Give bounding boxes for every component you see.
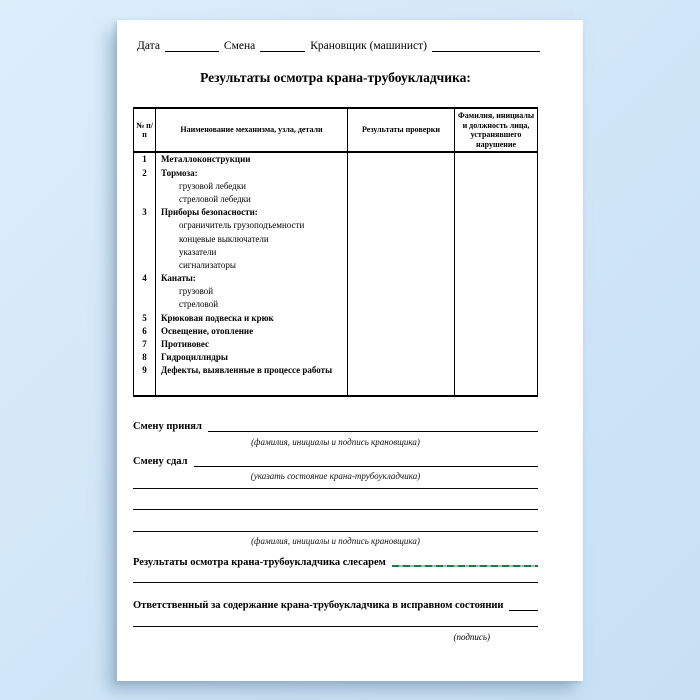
row-fixer-cell — [455, 351, 537, 364]
table-row — [134, 272, 537, 285]
shift-label: Смена — [223, 40, 256, 52]
row-number: 3 — [134, 206, 156, 219]
date-blank-line — [165, 40, 219, 52]
shift-accepted-blank-line — [208, 420, 538, 432]
row-number — [134, 233, 156, 246]
shift-handed-row — [133, 455, 538, 468]
row-item-label: Металлоконструкции — [156, 153, 348, 166]
shift-accepted-label: Смену принял — [133, 421, 202, 432]
responsible-label: Ответственный за содержание крана-трубоукладчика в исправном состоянии — [133, 600, 504, 611]
shift-handed-label: Смену сдал — [133, 456, 188, 467]
document-page — [117, 20, 583, 681]
row-item-label: указатели — [156, 246, 348, 259]
table-row — [134, 285, 537, 298]
responsible-blank-line — [509, 599, 538, 611]
row-item-label: ограничитель грузоподъемности — [156, 219, 348, 232]
row-fixer-cell — [455, 312, 537, 325]
table-row — [134, 193, 537, 206]
table-header-row — [134, 109, 537, 153]
row-number: 8 — [134, 351, 156, 364]
blank-writing-line — [133, 531, 538, 532]
table-row — [134, 364, 537, 377]
row-number: 4 — [134, 272, 156, 285]
row-number: 5 — [134, 312, 156, 325]
date-label: Дата — [137, 40, 160, 52]
row-result-cell — [348, 153, 455, 166]
row-result-cell — [348, 338, 455, 351]
table-row — [134, 259, 537, 272]
table-filler-row — [134, 378, 537, 395]
blank-writing-line — [133, 626, 538, 627]
row-fixer-cell — [455, 298, 537, 311]
col-header-fixer: Фамилия, инициалы и должность лица, устранявшего нарушение — [457, 111, 535, 149]
row-fixer-cell — [455, 233, 537, 246]
row-result-cell — [348, 298, 455, 311]
row-fixer-cell — [455, 325, 537, 338]
table-body — [134, 153, 537, 394]
row-fixer-cell — [455, 285, 537, 298]
row-item-label: Крюковая подвеска и крюк — [156, 312, 348, 325]
row-number: 2 — [134, 167, 156, 180]
shift-handed-blank-line — [194, 455, 538, 467]
table-row — [134, 206, 537, 219]
row-result-cell — [348, 285, 455, 298]
blank-writing-line — [133, 582, 538, 583]
signature-caption: (подпись) — [453, 632, 490, 642]
row-result-cell — [348, 364, 455, 377]
row-result-cell — [348, 259, 455, 272]
responsible-row — [133, 599, 538, 612]
row-result-cell — [348, 206, 455, 219]
row-item-label: грузовой — [156, 285, 348, 298]
row-result-cell — [348, 167, 455, 180]
operator-label: Крановщик (машинист) — [310, 40, 427, 52]
row-number — [134, 246, 156, 259]
row-fixer-cell — [455, 193, 537, 206]
col-header-number: № п/п — [134, 109, 156, 151]
row-result-cell — [348, 193, 455, 206]
row-fixer-cell — [455, 219, 537, 232]
row-number — [134, 298, 156, 311]
row-item-label: Дефекты, выявленные в процессе работы — [156, 364, 348, 377]
row-number — [134, 285, 156, 298]
row-number — [134, 180, 156, 193]
table-row — [134, 167, 537, 180]
table-row — [134, 325, 537, 338]
row-item-label: Противовес — [156, 338, 348, 351]
row-number: 6 — [134, 325, 156, 338]
table-row — [134, 233, 537, 246]
row-number: 1 — [134, 153, 156, 166]
row-result-cell — [348, 325, 455, 338]
row-item-label: концевые выключатели — [156, 233, 348, 246]
row-item-label: стреловой — [156, 298, 348, 311]
row-fixer-cell — [455, 364, 537, 377]
row-item-label: сигнализаторы — [156, 259, 348, 272]
shift-handed-caption: (указать состояние крана-трубоукладчика) — [250, 471, 421, 481]
col-header-item: Наименование механизма, узла, детали — [156, 109, 348, 151]
row-number — [134, 219, 156, 232]
table-row — [134, 312, 537, 325]
row-fixer-cell — [455, 272, 537, 285]
row-number: 9 — [134, 364, 156, 377]
table-row — [134, 180, 537, 193]
row-fixer-cell — [455, 167, 537, 180]
table-row — [134, 338, 537, 351]
shift-blank-line — [260, 40, 305, 52]
operator-blank-line — [432, 40, 540, 52]
row-fixer-cell — [455, 246, 537, 259]
mechanic-results-dashed-line — [392, 565, 538, 567]
shift-accepted-row — [133, 420, 538, 433]
blank-writing-line — [133, 509, 538, 510]
row-item-label: Приборы безопасности: — [156, 206, 348, 219]
row-fixer-cell — [455, 338, 537, 351]
row-result-cell — [348, 180, 455, 193]
form-title: Результаты осмотра крана-трубоукладчика: — [200, 70, 471, 85]
operator-signature-caption: (фамилия, инициалы и подпись крановщика) — [251, 536, 420, 546]
row-item-label: грузовой лебедки — [156, 180, 348, 193]
row-number — [134, 193, 156, 206]
table-row — [134, 153, 537, 166]
row-number: 7 — [134, 338, 156, 351]
row-item-label: стреловой лебедки — [156, 193, 348, 206]
row-result-cell — [348, 351, 455, 364]
row-result-cell — [348, 312, 455, 325]
row-fixer-cell — [455, 153, 537, 166]
mechanic-results-row — [133, 556, 538, 569]
blank-writing-line — [133, 488, 538, 489]
inspection-table — [133, 107, 538, 397]
table-row — [134, 351, 537, 364]
table-row — [134, 219, 537, 232]
row-result-cell — [348, 233, 455, 246]
row-number — [134, 259, 156, 272]
header-fields-row — [137, 40, 540, 53]
col-header-results: Результаты проверки — [348, 109, 455, 151]
table-row — [134, 246, 537, 259]
row-item-label: Гидроциллндры — [156, 351, 348, 364]
row-result-cell — [348, 246, 455, 259]
row-item-label: Канаты: — [156, 272, 348, 285]
row-result-cell — [348, 272, 455, 285]
row-fixer-cell — [455, 180, 537, 193]
row-result-cell — [348, 219, 455, 232]
mechanic-results-label: Результаты осмотра крана-трубоукладчика слесарем — [133, 557, 386, 568]
row-item-label: Тормоза: — [156, 167, 348, 180]
table-row — [134, 298, 537, 311]
row-fixer-cell — [455, 259, 537, 272]
shift-accepted-caption: (фамилия, инициалы и подпись крановщика) — [251, 437, 420, 447]
row-item-label: Освещение, отопление — [156, 325, 348, 338]
row-fixer-cell — [455, 206, 537, 219]
